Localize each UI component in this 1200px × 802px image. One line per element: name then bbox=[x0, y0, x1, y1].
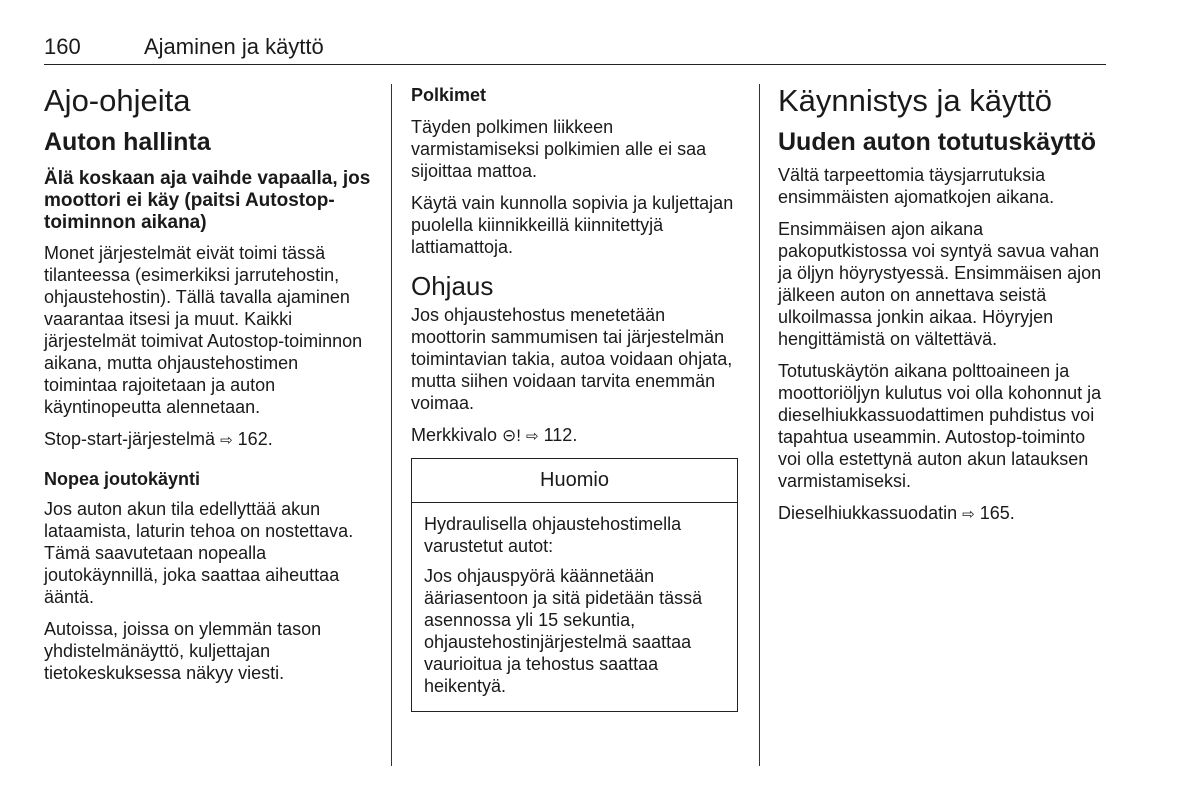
steering-warning-icon: ⊝! bbox=[502, 426, 522, 445]
page-reference[interactable]: 165. bbox=[979, 503, 1015, 523]
section-title: Ajo-ohjeita bbox=[44, 83, 191, 118]
reference-text: Stop-start-järjestelmä bbox=[44, 429, 216, 449]
page-reference[interactable]: 112. bbox=[543, 425, 578, 445]
reference-text: Merkkivalo bbox=[411, 425, 498, 445]
cross-reference bbox=[778, 502, 1108, 526]
paragraph: Jos ohjauspyörä käännetään ääriasentoon ja sitä pidetään tässä asennossa yli 15 sekuntia, ohjaustehostinjärjestelmä saattaa vaurioitua ja tehostus saattaa heikentyä. bbox=[424, 566, 703, 696]
column-divider bbox=[391, 84, 392, 766]
heading-steering: Ohjaus bbox=[411, 271, 494, 301]
page-reference-arrow-icon: ⇨ bbox=[220, 432, 233, 449]
heading-pedals: Polkimet bbox=[411, 85, 487, 105]
subsection-title: Uuden auton totutuskäyttö bbox=[778, 128, 1097, 156]
notice-box bbox=[411, 458, 738, 712]
page-reference-arrow-icon: ⇨ bbox=[962, 506, 975, 523]
page-header bbox=[44, 34, 1106, 65]
chapter-title: Ajaminen ja käyttö bbox=[144, 34, 324, 59]
paragraph: Käytä vain kunnolla sopivia ja kuljettajan puolella kiinnikkeillä kiinnitettyjä lattiamattoja. bbox=[411, 193, 734, 257]
column-divider bbox=[759, 84, 760, 766]
page-number: 160 bbox=[44, 34, 81, 59]
column-middle bbox=[411, 84, 741, 712]
cross-reference bbox=[44, 428, 374, 452]
subsection-title: Auton hallinta bbox=[44, 128, 211, 156]
paragraph: Täyden polkimen liikkeen varmistamiseksi polkimien alle ei saa sijoittaa mattoa. bbox=[411, 117, 707, 181]
paragraph: Jos ohjaustehostus menetetään moottorin sammumisen tai järjestelmän toimintavian takia, autoa voidaan ohjata, mutta siihen voidaan tarvita enemmän voimaa. bbox=[411, 305, 733, 413]
page-reference-arrow-icon: ⇨ bbox=[526, 428, 539, 445]
paragraph: Totutuskäytön aikana polttoaineen ja moottoriöljyn kulutus voi olla kohonnut ja dieselhiukkassuodattimen puhdistus voi tapahtua useammin. Autostop-toiminto voi olla estettynä auton akun latauksen varmistamiseksi. bbox=[778, 361, 1102, 491]
column-left bbox=[44, 84, 374, 694]
reference-text: Dieselhiukkassuodatin bbox=[778, 503, 958, 523]
warning-heading: Älä koskaan aja vaihde vapaalla, jos moottori ei käy (paitsi Autostop-toiminnon aikana) bbox=[44, 168, 371, 233]
notice-title: Huomio bbox=[412, 459, 737, 503]
paragraph: Jos auton akun tila edellyttää akun lataamista, laturin tehoa on nostettava. Tämä saavutetaan nopealla joutokäynnillä, joka saattaa aiheuttaa ääntä. bbox=[44, 499, 354, 607]
paragraph: Monet järjestelmät eivät toimi tässä tilanteessa (esimerkiksi jarrutehostin, ohjaustehostin). Tällä tavalla ajaminen vaarantaa itsesi ja muut. Kaikki järjestelmät toimivat Autostop-toiminnon aikana, mutta ohjaustehostimen toimintaa rajoitetaan ja auton käyntinopeutta alennetaan. bbox=[44, 243, 363, 417]
section-title: Käynnistys ja käyttö bbox=[778, 83, 1052, 118]
column-right bbox=[778, 84, 1108, 536]
notice-body bbox=[412, 503, 737, 711]
heading-fast-idle: Nopea joutokäynti bbox=[44, 469, 201, 489]
paragraph: Ensimmäisen ajon aikana pakoputkistossa voi syntyä savua vahan ja öljyn höyrystyessä. Ensimmäisen ajon jälkeen auton on annettava seistä ulkoilmassa jonkin aikaa. Höyryjen hengittämistä on vältettävä. bbox=[778, 219, 1102, 349]
paragraph: Autoissa, joissa on ylemmän tason yhdistelmänäyttö, kuljettajan tietokeskuksessa näkyy viesti. bbox=[44, 619, 322, 683]
cross-reference bbox=[411, 424, 741, 448]
page-reference[interactable]: 162. bbox=[237, 429, 273, 449]
paragraph: Hydraulisella ohjaustehostimella varustetut autot: bbox=[424, 514, 682, 556]
paragraph: Vältä tarpeettomia täysjarrutuksia ensimmäisten ajomatkojen aikana. bbox=[778, 165, 1055, 207]
